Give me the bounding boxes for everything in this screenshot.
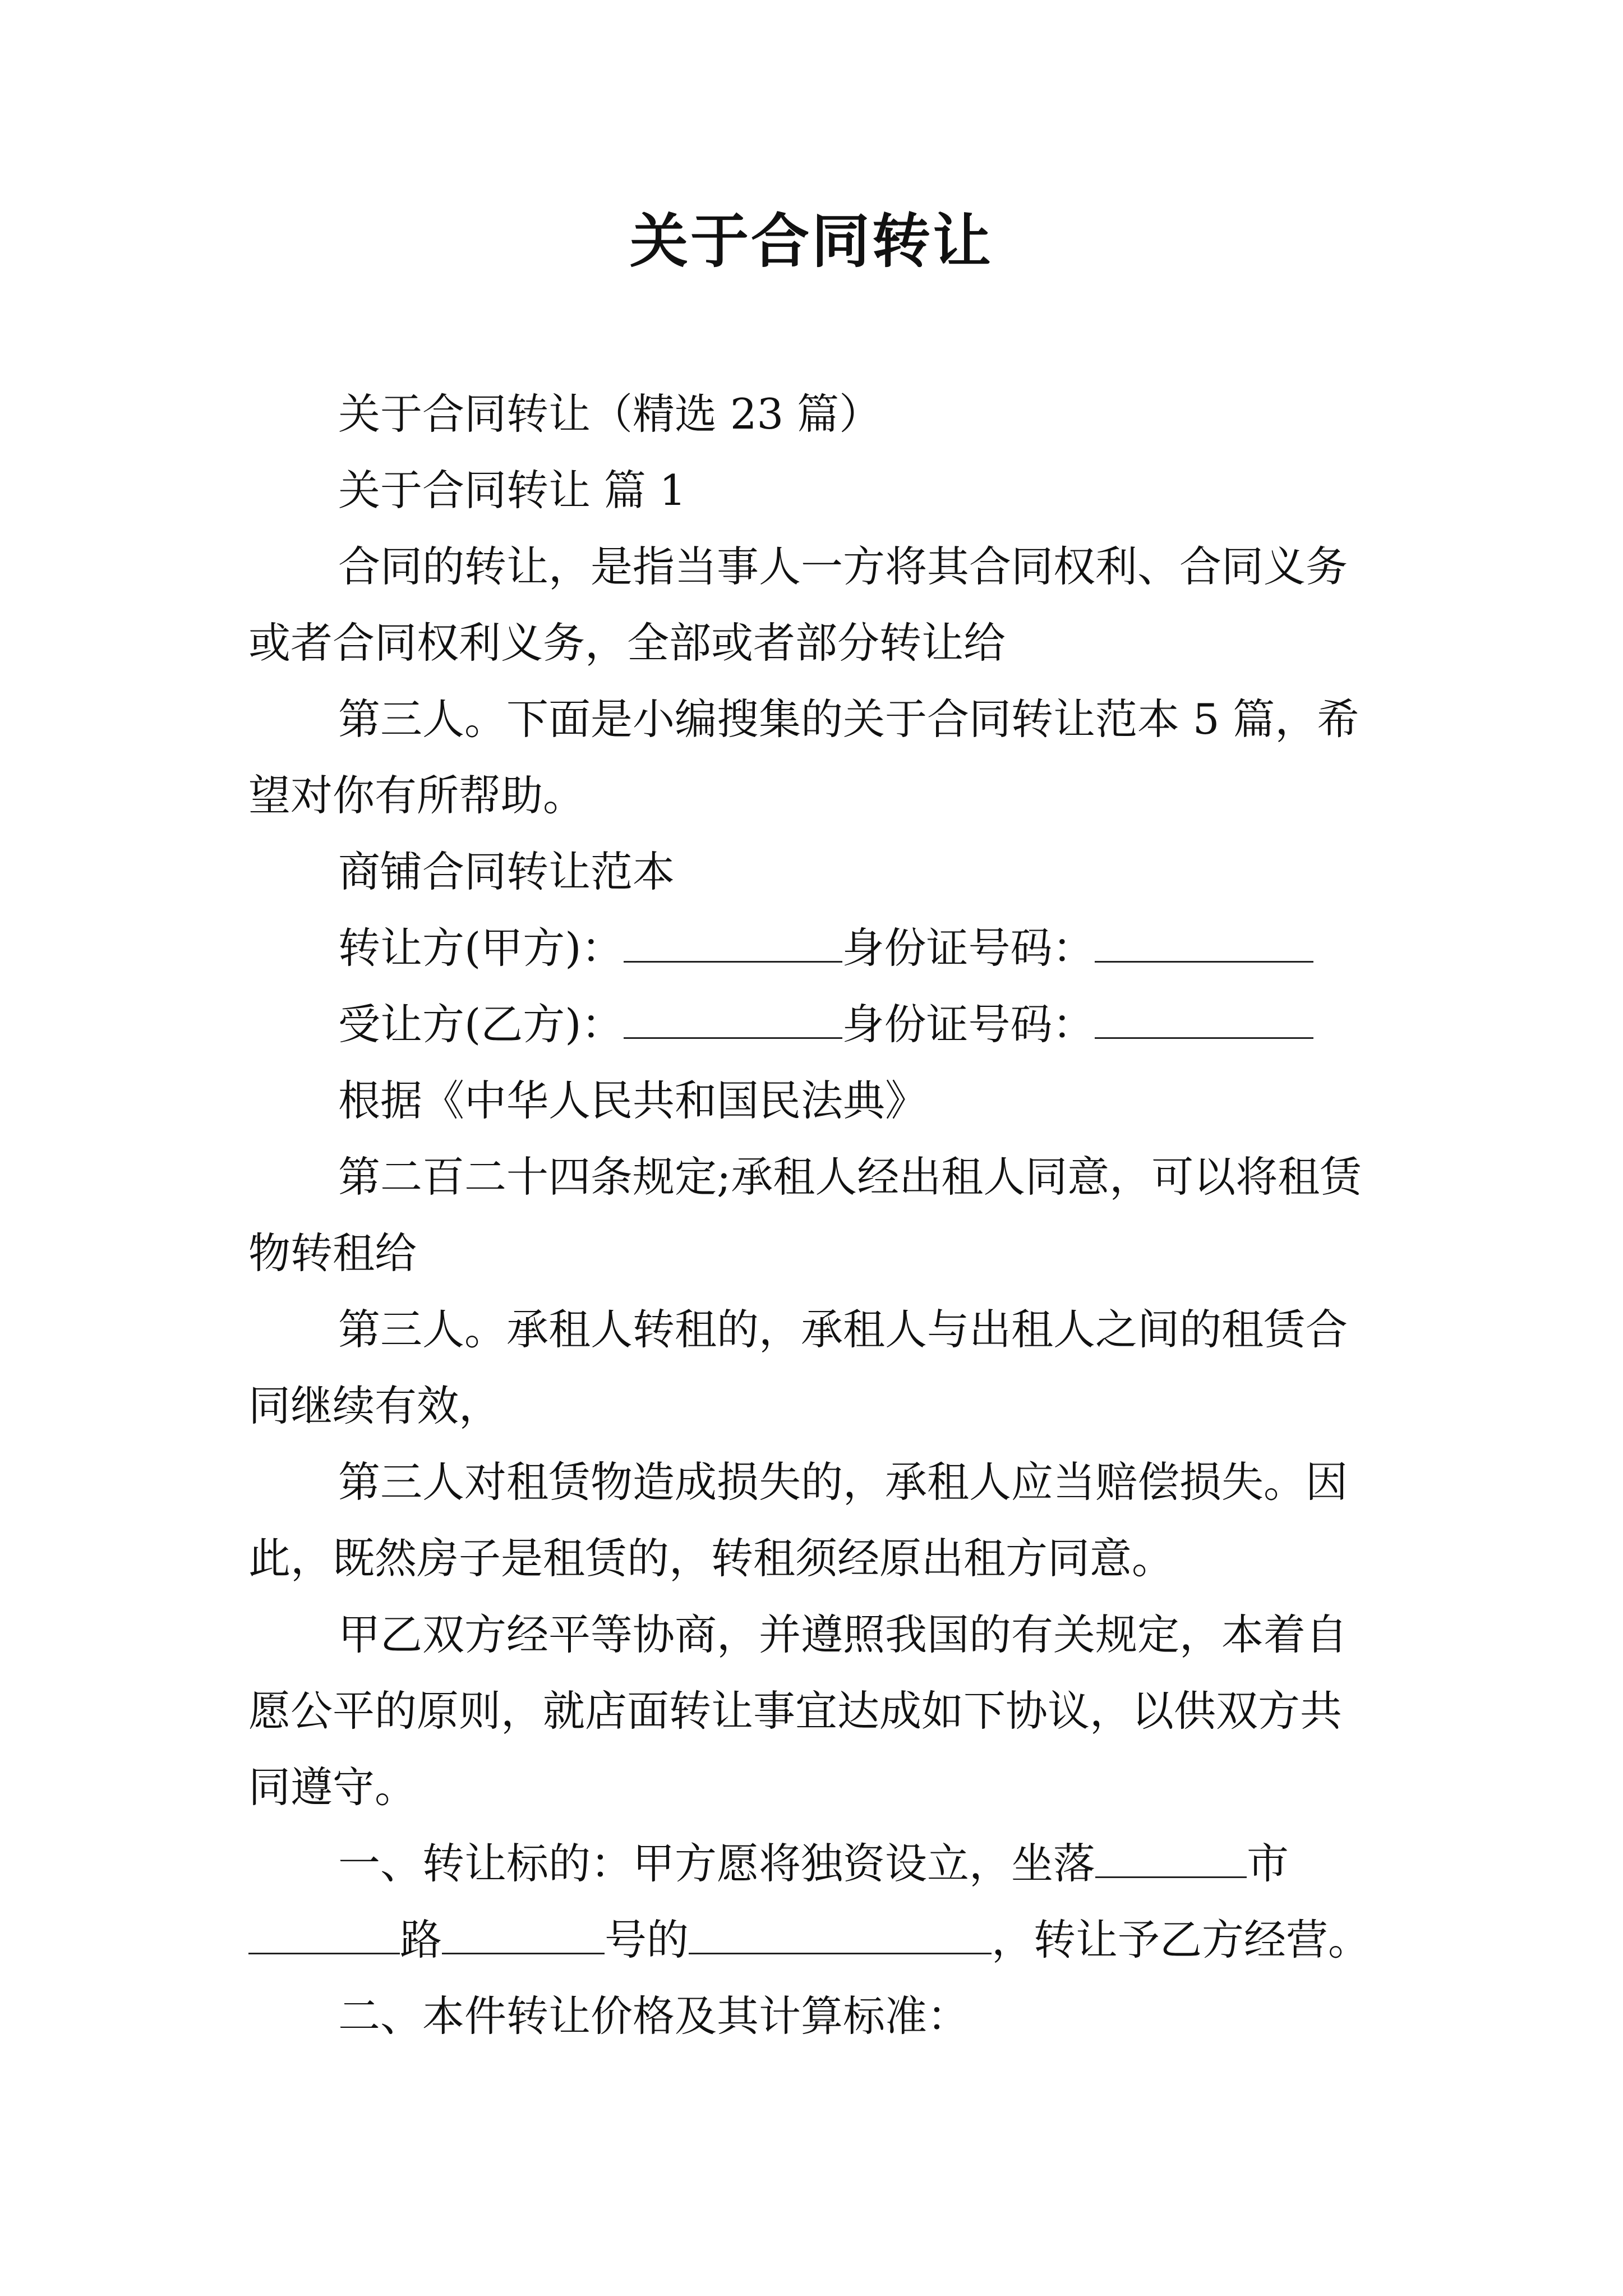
clause-1-end: ，转让予乙方经营。 <box>992 1915 1371 1964</box>
template-heading: 商铺合同转让范本 <box>338 847 675 896</box>
clause-1-road: 路 <box>400 1915 442 1964</box>
road-blank[interactable] <box>248 1913 400 1954</box>
transferor-id-label: 身份证号码： <box>842 923 1095 973</box>
transferor-line <box>248 910 1381 986</box>
transferee-name-blank[interactable] <box>624 998 842 1039</box>
clause-1 <box>248 1825 1381 1978</box>
transferee-line <box>248 986 1381 1062</box>
section-heading: 关于合同转让 篇 1 <box>338 466 686 515</box>
clause-1-text: 一、转让标的：甲方愿将独资设立，坐落 <box>338 1839 1096 1888</box>
transferor-id-blank[interactable] <box>1095 922 1313 963</box>
paragraph: 第三人。下面是小编搜集的关于合同转让范本 5 篇，希望对你有所帮助。 <box>248 694 1359 820</box>
city-blank[interactable] <box>1095 1837 1247 1878</box>
clause-1-number: 号的 <box>605 1915 689 1964</box>
paragraph: 第三人对租赁物造成损失的，承租人应当赔偿损失。因此，既然房子是租赁的，转租须经原出租方同意。 <box>248 1457 1348 1583</box>
paragraph: 合同的转让，是指当事人一方将其合同权利、合同义务或者合同权利义务，全部或者部分转让给 <box>248 542 1348 668</box>
page-title: 关于合同转让 <box>629 207 993 275</box>
clause-2: 二、本件转让价格及其计算标准： <box>338 1991 970 2041</box>
transferee-id-blank[interactable] <box>1095 998 1313 1039</box>
paragraph: 根据《中华人民共和国民法典》 <box>338 1076 928 1125</box>
paragraph: 甲乙双方经平等协商，并遵照我国的有关规定，本着自愿公平的原则，就店面转让事宜达成如下协议，以供双方共同遵守。 <box>248 1610 1348 1812</box>
paragraph: 第三人。承租人转租的，承租人与出租人之间的租赁合同继续有效， <box>248 1305 1348 1430</box>
subtitle: 关于合同转让（精选 23 篇） <box>338 389 882 439</box>
transferor-name-blank[interactable] <box>624 922 842 963</box>
transferee-label: 受让方(乙方)： <box>338 1000 624 1049</box>
transferee-id-label: 身份证号码： <box>842 1000 1095 1049</box>
transferor-label: 转让方(甲方)： <box>338 923 624 973</box>
number-blank[interactable] <box>442 1913 605 1954</box>
clause-1-city: 市 <box>1247 1839 1289 1888</box>
document-body <box>248 376 1381 2054</box>
premises-blank[interactable] <box>689 1913 992 1954</box>
paragraph: 第二百二十四条规定;承租人经出租人同意，可以将租赁物转租给 <box>248 1152 1362 1278</box>
